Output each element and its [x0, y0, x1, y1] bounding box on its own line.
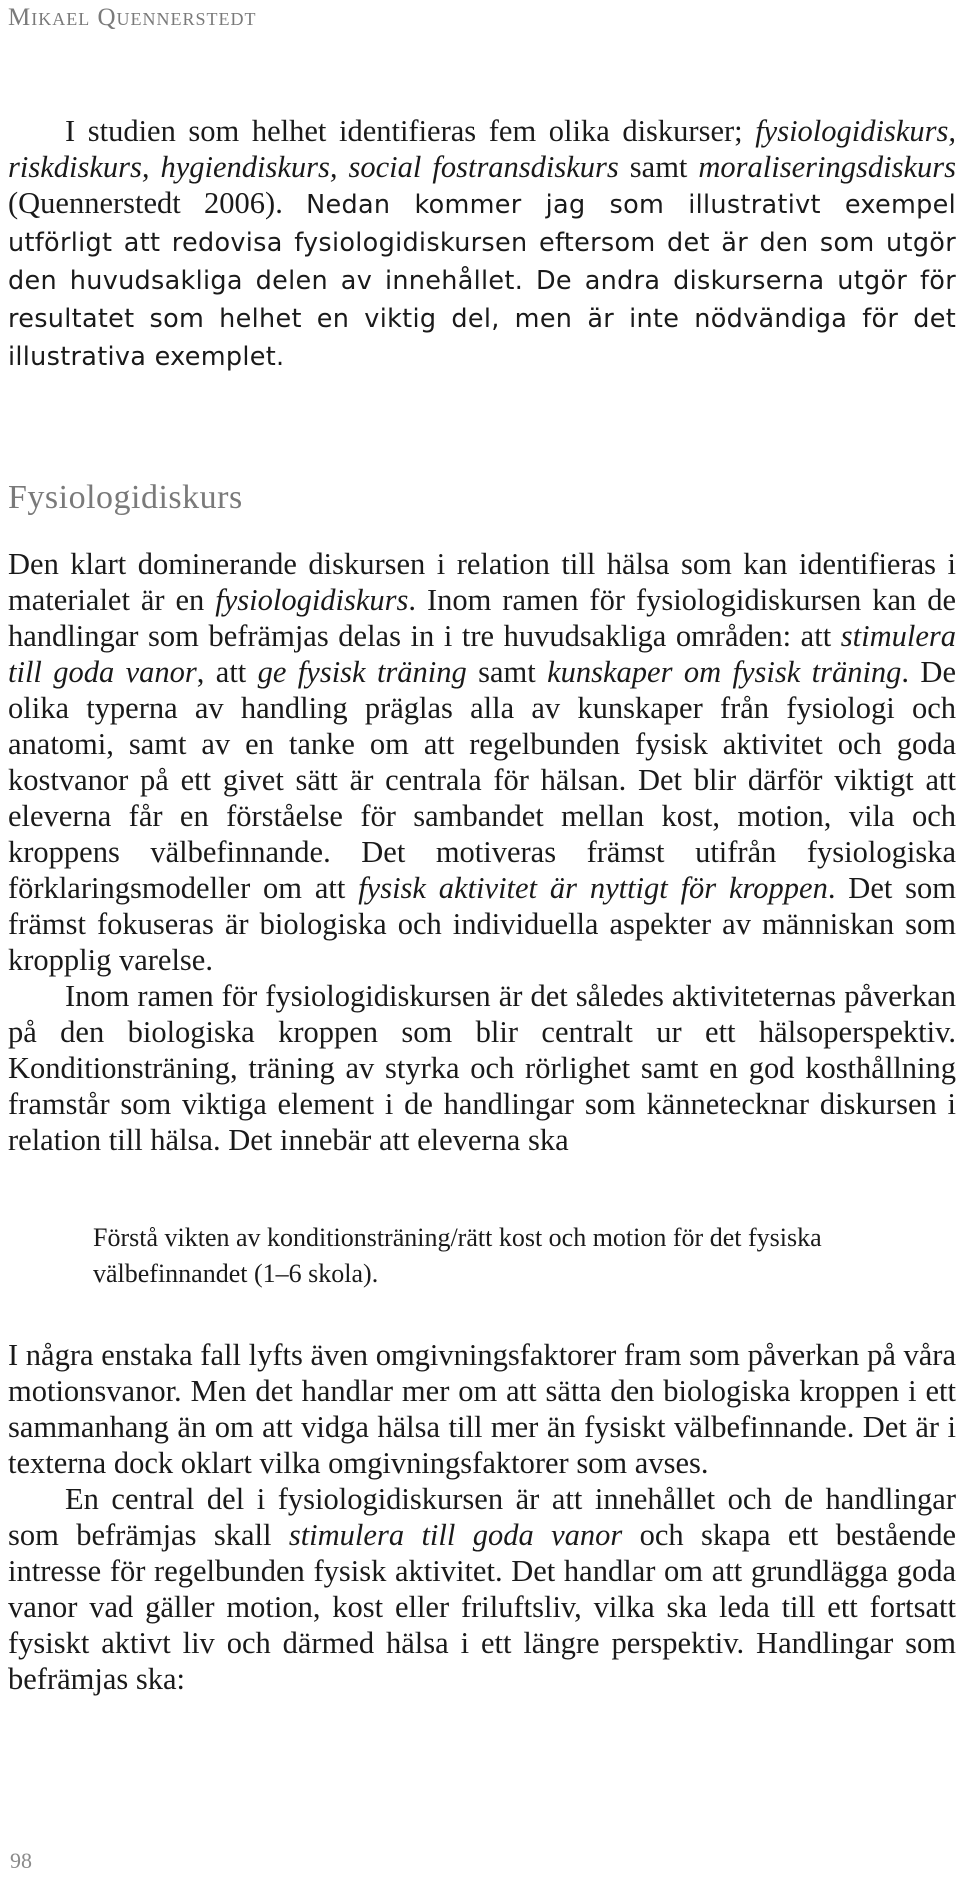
p4-text-a: En central del i fysiologidiskursen är att innehållet och de handlingar som befrämjas skall: [8, 1482, 956, 1552]
paragraph-2: Inom ramen för fysiologidiskursen är det således aktiviteternas påverkan på den biologiska kroppen som blir centralt ur ett hälsoperspektiv. Konditionsträning, träning av styrka och rörlighet samt en god kosthållning framstår som viktiga element i de handlingar som kännetecknar diskursen i relation till hälsa. Det innebär att eleverna ska: [8, 979, 956, 1157]
intro-sans-text: Nedan kommer jag som illustrativt exempel utförligt att redovisa fysiologidiskursen eftersom det är den som utgör den huvudsakliga delen av innehållet. De andra diskurserna utgör för resultatet som helhet en viktig del, men är inte nödvändiga för det illustrativa exemplet.: [8, 190, 956, 372]
running-head: Mikael Quennerstedt: [8, 4, 257, 31]
intro-emphasis-moral: moraliseringsdiskurs: [698, 150, 956, 184]
intro-text: [8, 113, 956, 375]
intro-emphasis-discourses: fysiologidiskurs, riskdiskurs, hygiendiskurs, social fostransdiskurs: [8, 114, 956, 184]
block-quote: [93, 1220, 873, 1292]
p1-text-b: . Inom ramen för fysiologidiskursen kan de handlingar som befrämjas delas in i tre huvudsakliga områden: att: [8, 583, 956, 653]
intro-text-b: samt: [618, 150, 699, 184]
quote-text: Förstå vikten av konditionsträning/rätt kost och motion för det fysiska välbefinnandet (1–6 skola).: [93, 1223, 822, 1288]
p1-text-c: , att: [196, 655, 258, 689]
paragraph-1: [8, 546, 956, 978]
p4-emphasis: stimulera till goda vanor: [288, 1518, 623, 1552]
intro-paragraph: [8, 113, 956, 375]
intro-text-a: I studien som helhet identifieras fem olika diskurser;: [65, 114, 756, 148]
p1-emphasis-5: fysisk aktivitet är nyttigt för kroppen: [358, 871, 828, 905]
p4-text-b: och skapa ett bestående intresse för regelbunden fysisk aktivitet. Det handlar om att grundlägga goda vanor vad gäller motion, kost eller friluftsliv, vilka ska leda till ett fortsatt fysiskt aktivt liv och därmed hälsa i ett längre perspektiv. Handlingar som befrämjas ska:: [8, 1518, 956, 1696]
p1-emphasis-2: stimulera till goda vanor: [8, 619, 956, 689]
p1-text-d: samt: [466, 655, 548, 689]
section-body: [8, 546, 956, 1158]
paragraph-4: [8, 1481, 956, 1697]
paragraph-3: I några enstaka fall lyfts även omgivningsfaktorer fram som påverkan på våra motionsvanor. Men det handlar mer om att sätta den biologiska kroppen i ett sammanhang än om att vidga hälsa till mer än fysiskt välbefinnande. Det är i texterna dock oklart vilka omgivningsfaktorer som avses.: [8, 1338, 956, 1480]
p1-emphasis-4: kunskaper om fysisk träning: [547, 655, 902, 689]
intro-text-c: (Quennerstedt 2006).: [8, 186, 307, 220]
section-body-continued: [8, 1337, 956, 1697]
p1-emphasis-1: fysiologidiskurs: [215, 583, 409, 617]
page-number: 98: [10, 1848, 32, 1873]
section-heading: Fysiologidiskurs: [8, 479, 243, 516]
p1-text-e: . De olika typerna av handling präglas alla av kunskaper från fysiologi och anatomi, samt av en tanke om att regelbunden fysisk aktivitet och goda kostvanor på ett givet sätt är centrala för hälsan. Det blir därför viktigt att eleverna får en förståelse för sambandet mellan kost, motion, vila och kroppens välbefinnande. Det motiveras främst utifrån fysiologiska förklaringsmodeller om att: [8, 655, 956, 905]
p1-text-f: . Det som främst fokuseras är biologiska och individuella aspekter av människan som kropplig varelse.: [8, 871, 957, 977]
p1-emphasis-3: ge fysisk träning: [257, 655, 467, 689]
p1-text-a: Den klart dominerande diskursen i relation till hälsa som kan identifieras i materialet är en: [8, 547, 956, 617]
